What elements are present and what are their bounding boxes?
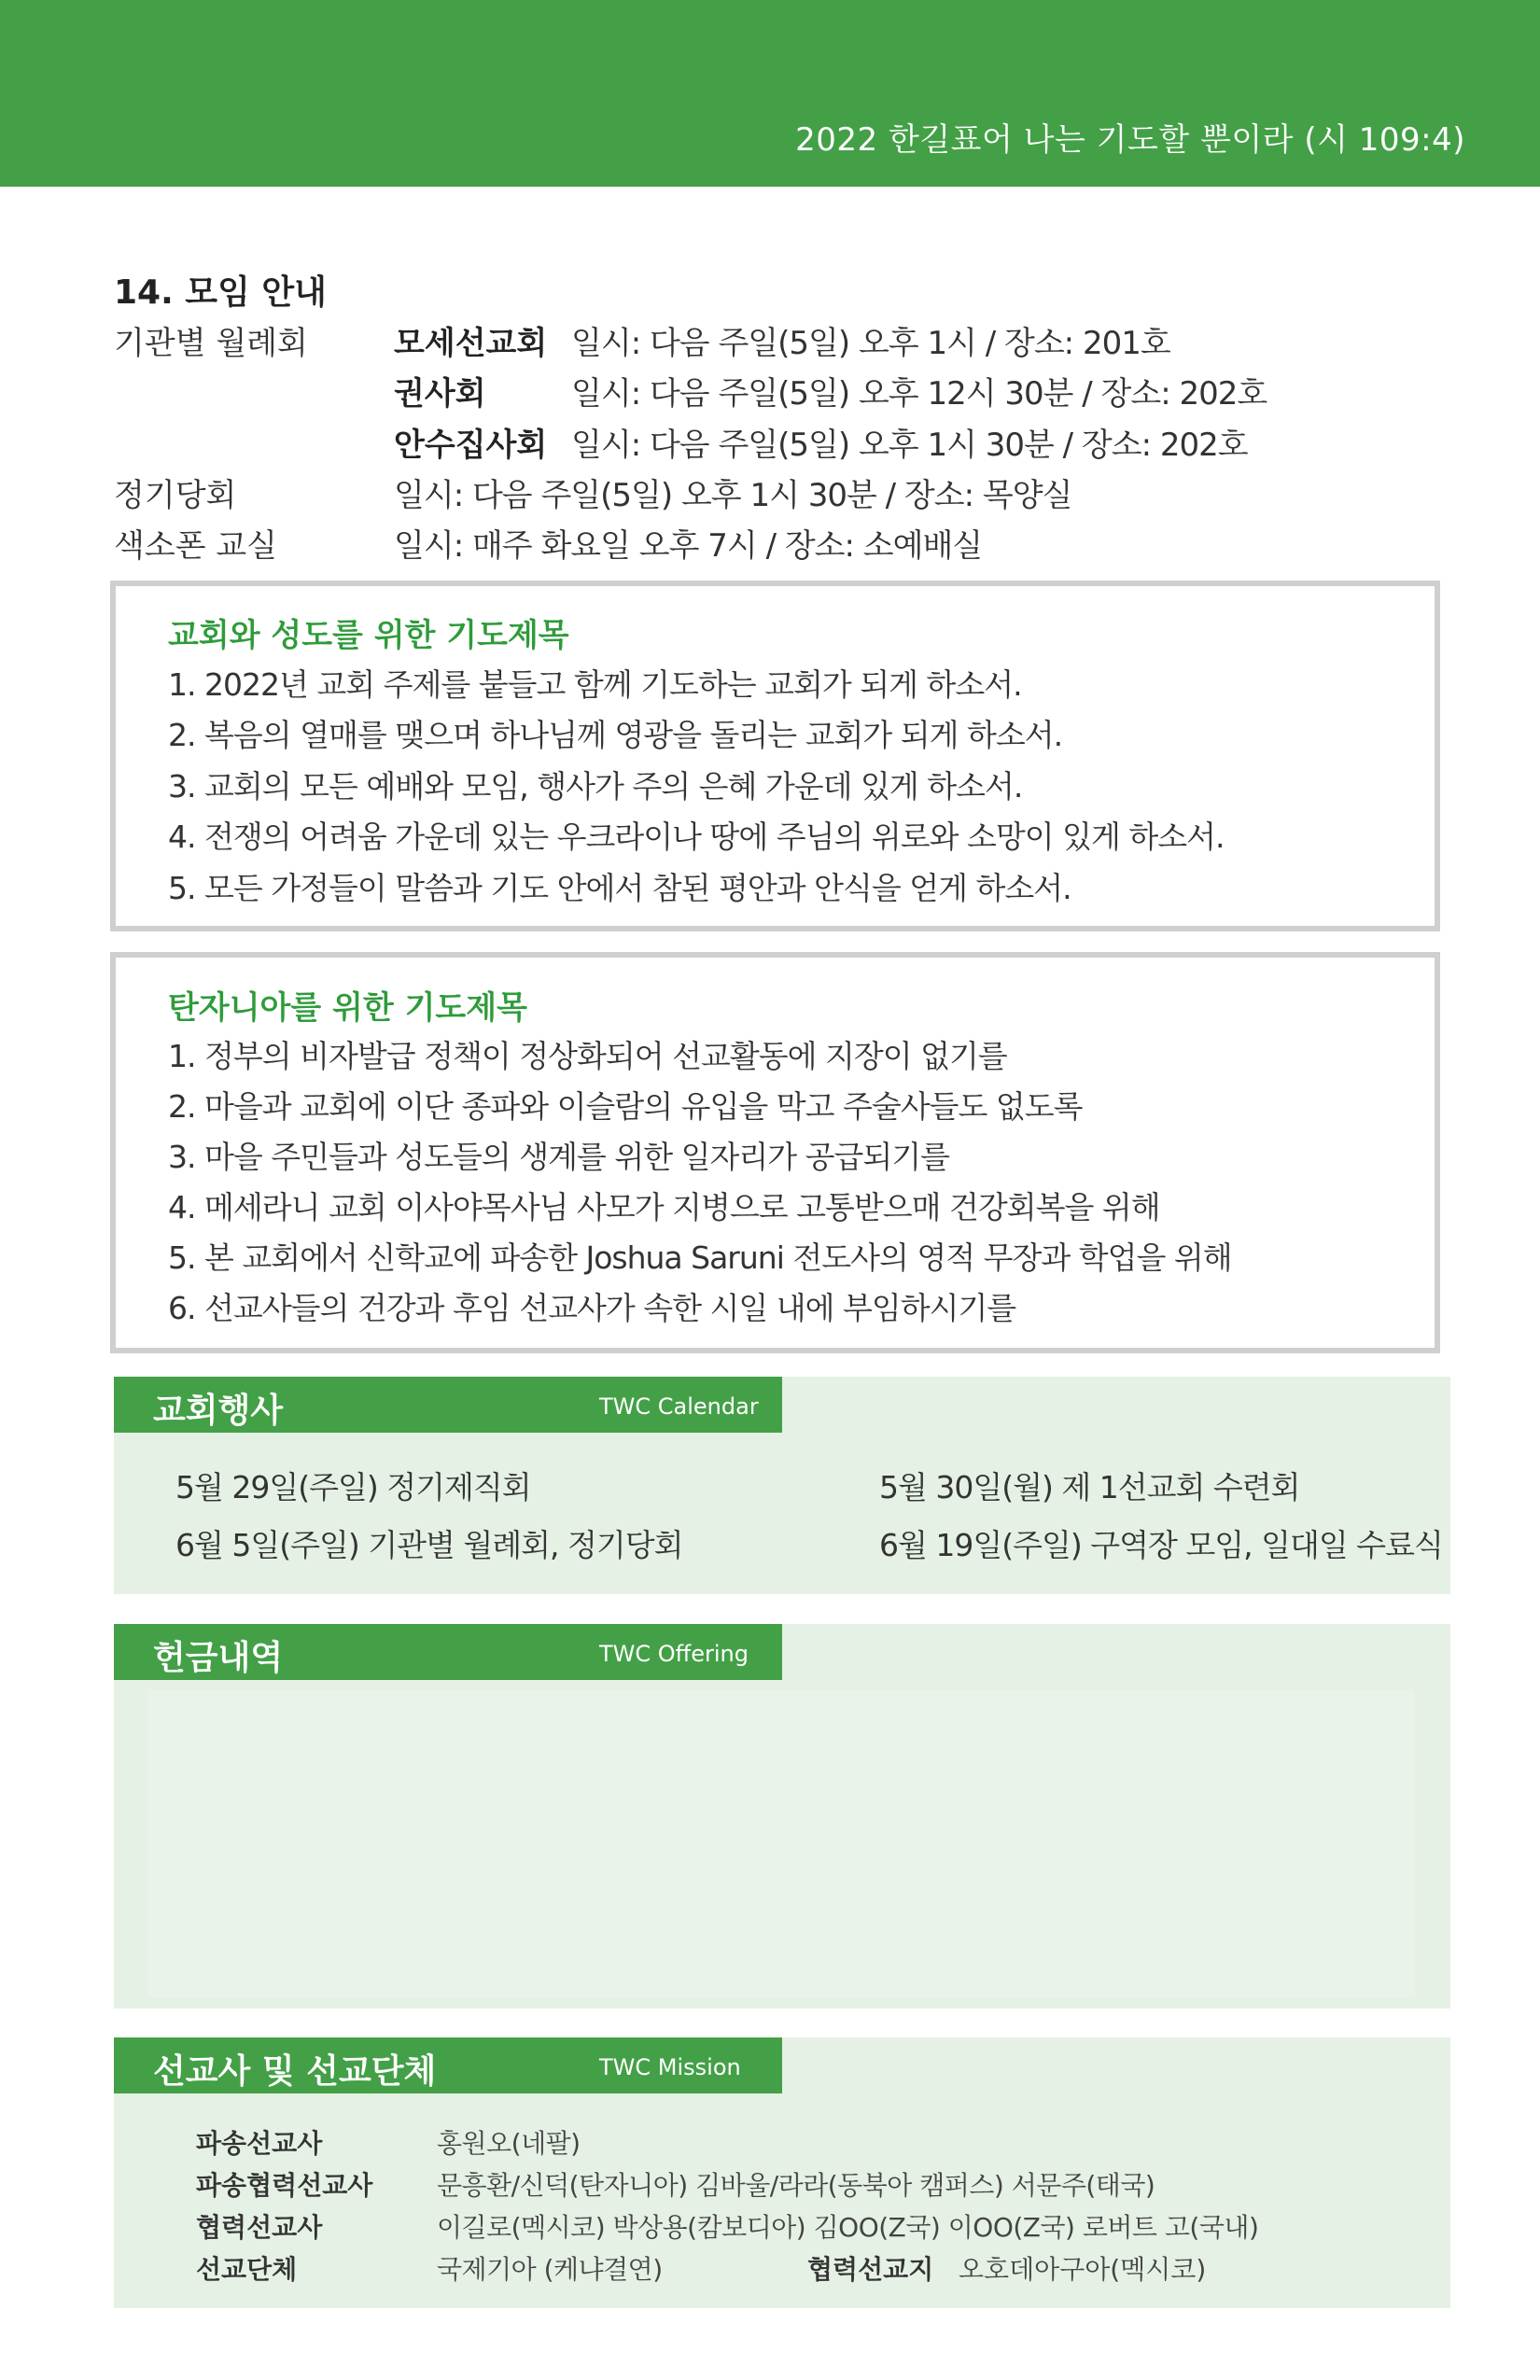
prayer-item: 2. 복음의 열매를 맺으며 하나님께 영광을 돌리는 교회가 되게 하소서. <box>168 717 1063 753</box>
header-motto: 2022 한길표어 나는 기도할 뿐이라 (시 109:4) <box>795 121 1465 159</box>
missions-title: 선교사 및 선교단체 <box>153 2052 437 2091</box>
meeting-row <box>114 419 1327 468</box>
prayer-item: 5. 모든 가정들이 말씀과 기도 안에서 참된 평안과 안식을 얻게 하소서. <box>168 870 1071 906</box>
event-item: 6월 5일(주일) 기관별 월례회, 정기당회 <box>175 1527 683 1563</box>
prayer-item: 5. 본 교회에서 신학교에 파송한 Joshua Saruni 전도사의 영적 무장과 학업을 위해 <box>168 1239 1232 1276</box>
offering-title: 헌금내역 <box>153 1639 284 1677</box>
events-title: 교회행사 <box>153 1392 284 1430</box>
meeting-category: 색소폰 교실 <box>114 527 278 565</box>
prayer-item: 4. 전쟁의 어려움 가운데 있는 우크라이나 땅에 주님의 위로와 소망이 있게 하소서. <box>168 819 1225 855</box>
meeting-detail: 일시: 다음 주일(5일) 오후 1시 30분 / 장소: 목양실 <box>394 477 1072 514</box>
missions-panel <box>114 2037 1450 2308</box>
events-subtitle: TWC Calendar <box>599 1393 759 1420</box>
mission-row <box>196 2165 1437 2206</box>
prayer-item: 2. 마을과 교회에 이단 종파와 이슬람의 유입을 막고 주술사들도 없도록 <box>168 1088 1083 1125</box>
meeting-row <box>114 317 1327 366</box>
prayer-item: 3. 마을 주민들과 성도들의 생계를 위한 일자리가 공급되기를 <box>168 1139 949 1175</box>
header-bar <box>0 0 1540 187</box>
meeting-detail: 일시: 다음 주일(5일) 오후 12시 30분 / 장소: 202호 <box>571 375 1267 413</box>
prayer-item: 1. 2022년 교회 주제를 붙들고 함께 기도하는 교회가 되게 하소서. <box>168 666 1022 703</box>
meeting-category: 기관별 월례회 <box>114 325 308 362</box>
missions-subtitle: TWC Mission <box>599 2054 741 2080</box>
mission-row <box>196 2249 1437 2290</box>
event-item: 6월 19일(주일) 구역장 모임, 일대일 수료식 <box>879 1527 1443 1563</box>
prayer-box-title: 교회와 성도를 위한 기도제목 <box>168 617 569 654</box>
mission-value: 국제기아 (케냐결연) <box>437 2254 663 2285</box>
mission-label: 파송선교사 <box>196 2128 323 2159</box>
meeting-detail: 일시: 다음 주일(5일) 오후 1시 30분 / 장소: 202호 <box>571 427 1248 464</box>
mission-label: 협력선교사 <box>196 2212 323 2243</box>
mission-label: 선교단체 <box>196 2254 298 2285</box>
missions-tab <box>114 2037 782 2093</box>
event-item: 5월 30일(월) 제 1선교회 수련회 <box>879 1469 1300 1505</box>
offering-panel <box>114 1624 1450 2009</box>
meeting-detail: 일시: 다음 주일(5일) 오후 1시 / 장소: 201호 <box>571 325 1170 362</box>
mission-label-secondary: 협력선교지 <box>807 2254 934 2285</box>
mission-value: 홍원오(네팔) <box>437 2128 581 2159</box>
events-panel <box>114 1377 1450 1594</box>
offering-tab <box>114 1624 782 1680</box>
offering-subtitle: TWC Offering <box>599 1641 749 1667</box>
meeting-group: 안수집사회 <box>394 427 548 464</box>
mission-label: 파송협력선교사 <box>196 2170 373 2201</box>
meeting-row <box>114 368 1327 416</box>
event-item: 5월 29일(주일) 정기제직회 <box>175 1469 531 1505</box>
meeting-row <box>114 469 1327 518</box>
meeting-detail: 일시: 매주 화요일 오후 7시 / 장소: 소예배실 <box>394 527 983 565</box>
mission-value-secondary: 오호데아구아(멕시코) <box>959 2254 1207 2285</box>
meeting-group: 모세선교회 <box>394 325 548 362</box>
events-tab <box>114 1377 782 1433</box>
meeting-category: 정기당회 <box>114 477 237 514</box>
prayer-item: 4. 메세라니 교회 이사야목사님 사모가 지병으로 고통받으매 건강회복을 위해 <box>168 1189 1160 1225</box>
prayer-item: 6. 선교사들의 건강과 후임 선교사가 속한 시일 내에 부임하시기를 <box>168 1290 1016 1326</box>
meeting-group: 권사회 <box>394 375 486 413</box>
meetings-heading: 14. 모임 안내 <box>114 273 327 312</box>
mission-value: 이길로(멕시코) 박상용(캄보디아) 김OO(Z국) 이OO(Z국) 로버트 고(국내) <box>437 2212 1259 2243</box>
mission-row <box>196 2207 1437 2248</box>
prayer-item: 3. 교회의 모든 예배와 모임, 행사가 주의 은혜 가운데 있게 하소서. <box>168 768 1023 805</box>
prayer-box-church <box>110 581 1440 931</box>
mission-row <box>196 2123 1437 2164</box>
mission-value: 문흥환/신덕(탄자니아) 김바울/라라(동북아 캠퍼스) 서문주(태국) <box>437 2170 1155 2201</box>
offering-content-area <box>147 1689 1415 1997</box>
prayer-box-title: 탄자니아를 위한 기도제목 <box>168 989 527 1027</box>
prayer-item: 1. 정부의 비자발급 정책이 정상화되어 선교활동에 지장이 없기를 <box>168 1038 1007 1074</box>
meeting-row <box>114 520 1327 568</box>
prayer-box-tanzania <box>110 952 1440 1353</box>
